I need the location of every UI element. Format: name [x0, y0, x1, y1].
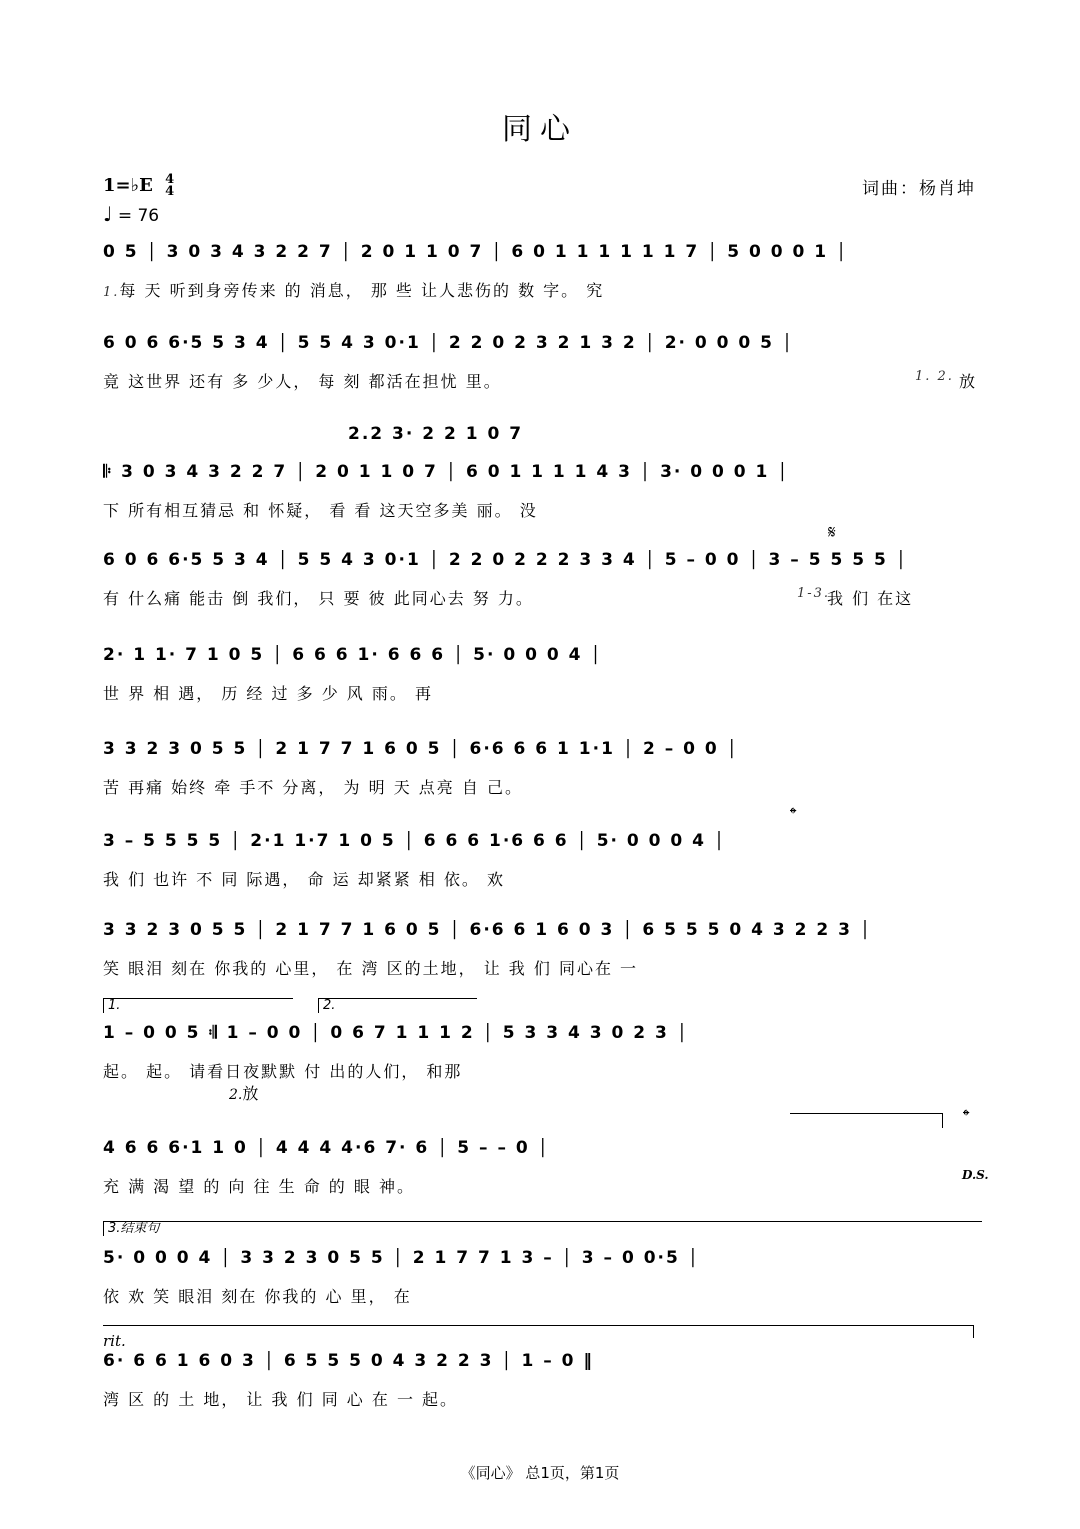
lyrics-end: 放 [959, 372, 977, 391]
lyrics-end: 我 们 在这 [827, 589, 914, 608]
alt-lyrics [229, 1081, 258, 1104]
lyrics-text: 笑 眼泪 刻在 你我的 心里， 在 湾 区的土地， 让 我 们 同心在 一 [103, 959, 639, 978]
verse-marker: 1. [103, 285, 120, 300]
verse-marker: 1-3. [797, 586, 831, 601]
notation-line: 3 3 2 3 0 5 5 │ 2 1 7 7 1 6 0 5 │ 6·6 6 6 1 1·1 │ 2 – 0 0 │ [103, 739, 739, 759]
lyrics-line [103, 586, 977, 610]
lyrics-text: 我 们 也许 不 同 际遇， 命 运 却紧紧 相 依。 欢 [103, 870, 505, 889]
lyrics-line [103, 681, 977, 705]
notation-line: 6· 6 6 1 6 0 3 │ 6 5 5 5 0 4 3 2 2 3 │ 1 – 0 ‖ [103, 1351, 594, 1371]
notation-line: 2· 1 1· 7 1 0 5 │ 6 6 6 1· 6 6 6 │ 5· 0 0 0 4 │ [103, 645, 603, 665]
key-signature [103, 174, 174, 198]
ds-marking: D.S. [962, 1168, 989, 1182]
time-bottom: 4 [165, 184, 175, 199]
lyrics-line [103, 1059, 977, 1083]
lyrics-line [103, 1387, 977, 1411]
notation-line: 𝄆 3 0 3 4 3 2 2 7 │ 2 0 1 1 0 7 │ 6 0 1 1 1 1 4 3 │ 3· 0 0 0 1 │ [103, 462, 790, 482]
lyrics-text: 世 界 相 遇， 历 经 过 多 少 风 雨。 再 [103, 684, 433, 703]
volta-bracket-2: 2. [318, 998, 477, 1013]
lyrics-line [103, 956, 977, 980]
lyrics-text: 下 所有相互猜忌 和 怀疑， 看 看 这天空多美 丽。 没 [103, 501, 538, 520]
verse-marker: 2. [229, 1087, 243, 1103]
verse-marker: 1. 2. [915, 369, 954, 384]
lyrics-text: 苦 再痛 始终 牵 手不 分离， 为 明 天 点亮 自 己。 [103, 778, 523, 797]
lyrics-text: 起。 起。 请看日夜默默 付 出的人们， 和那 [103, 1062, 463, 1081]
alt-ending-notes: 2.2 3· 2 2 1 0 7 [348, 424, 524, 444]
lyrics-text: 湾 区 的 土 地， 让 我 们 同 心 在 一 起。 [103, 1390, 459, 1409]
lyrics-text: 充 满 渴 望 的 向 往 生 命 的 眼 神。 [103, 1177, 415, 1196]
page-footer: 《同心》 总1页，第1页 [460, 1464, 620, 1482]
notation-line: 1 – 0 0 5 𝄇 1 – 0 0 │ 0 6 7 1 1 1 2 │ 5 3 3 4 3 0 2 3 │ [103, 1023, 689, 1043]
notation-line: 3 3 2 3 0 5 5 │ 2 1 7 7 1 6 0 5 │ 6·6 6 1 6 0 3 │ 6 5 5 5 0 4 3 2 2 3 │ [103, 920, 873, 940]
lyrics-line [103, 498, 977, 522]
notation-line: 6 0 6 6·5 5 3 4 │ 5 5 4 3 0·1 │ 2 2 0 2 3 2 1 3 2 │ 2· 0 0 0 5 │ [103, 333, 795, 353]
notation-line: 0 5 │ 3 0 3 4 3 2 2 7 │ 2 0 1 1 0 7 │ 6 0 1 1 1 1 1 1 7 │ 5 0 0 0 1 │ [103, 242, 849, 262]
lyrics-text: 每 天 听到身旁传来 的 消息， 那 些 让人悲伤的 数 字。 究 [119, 281, 605, 300]
coda-icon: 𝄌 [963, 1106, 970, 1127]
lyrics-text: 依 欢 笑 眼泪 刻在 你我的 心 里， 在 [103, 1287, 412, 1306]
notation-line: 3 – 5 5 5 5 │ 2·1 1·7 1 0 5 │ 6 6 6 1·6 6 6 │ 5· 0 0 0 4 │ [103, 831, 727, 851]
notation-line: 6 0 6 6·5 5 3 4 │ 5 5 4 3 0·1 │ 2 2 0 2 2 2 3 3 4 │ 5 – 0 0 │ 3 – 5 5 5 5 │ [103, 550, 908, 570]
lyrics-line [103, 369, 977, 393]
lyrics-text: 竟 这世界 还有 多 少人， 每 刻 都活在担忧 里。 [103, 372, 502, 391]
credit: 词曲：杨肖坤 [862, 179, 976, 199]
page-title: 同心 [502, 112, 578, 147]
tempo-marking [103, 202, 159, 226]
lyrics-line [103, 1284, 977, 1308]
volta-bracket-1: 1. [103, 998, 293, 1013]
lyrics-line [103, 278, 977, 302]
lyrics-text: 有 什么痛 能击 倒 我们， 只 要 彼 此同心去 努 力。 [103, 589, 534, 608]
notation-line: 5· 0 0 0 4 │ 3 3 2 3 0 5 5 │ 2 1 7 7 1 3 – │ 3 – 0 0·5 │ [103, 1248, 700, 1268]
segno-icon: 𝄋 [828, 522, 836, 543]
coda-icon: 𝄌 [790, 804, 797, 825]
quarter-note-icon: ♩ [103, 202, 113, 226]
time-signature [165, 174, 174, 198]
rit-marking: rit. [103, 1332, 126, 1350]
notation-line: 4 6 6 6·1 1 0 │ 4 4 4 4·6 7· 6 │ 5 – – 0 │ [103, 1138, 550, 1158]
lyrics-line [103, 775, 977, 799]
lyrics-line [103, 1174, 977, 1198]
rit-line [103, 1325, 974, 1338]
time-top: 4 [165, 172, 175, 187]
tempo-value: = 76 [117, 206, 160, 226]
key-label: 1=♭E [103, 175, 153, 196]
ending-bracket [790, 1113, 943, 1128]
lyrics-line [103, 867, 977, 891]
alt-lyrics-text: 放 [242, 1084, 259, 1103]
volta-bracket-3: 3.结束句 [103, 1221, 982, 1236]
